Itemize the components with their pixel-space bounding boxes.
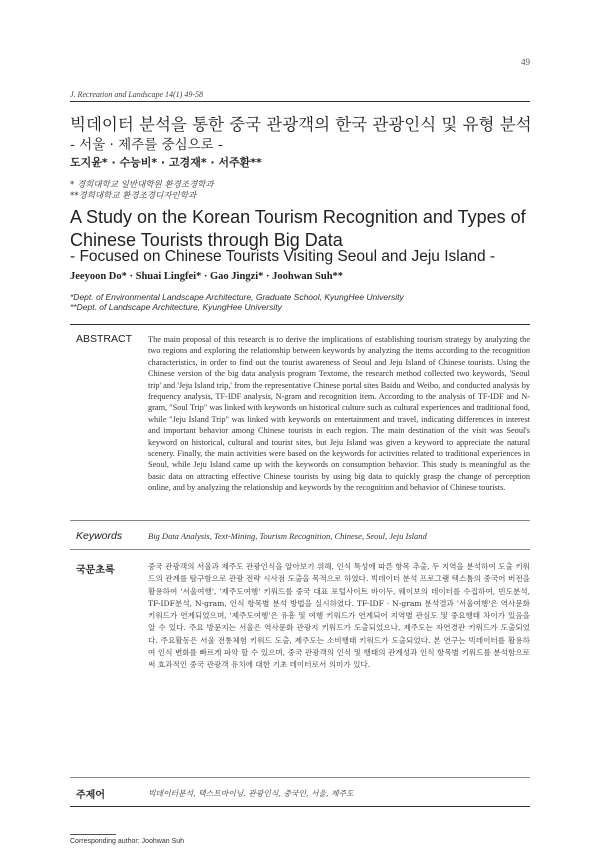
korean-authors: 도지윤* · 수능비* · 고경재* · 서주환**	[70, 156, 262, 169]
abstract-label: ABSTRACT	[76, 333, 133, 345]
korean-affiliation-1: * 경희대학교 일반대학원 환경조경학과	[70, 180, 214, 190]
korean-abstract-text: 중국 관광객의 서울과 제주도 관광인식을 알아보기 위해, 인식 특성에 따른 항목 추출, 두 지역을 분석하여 도출 키워드의 관계를 탐구함으로 관광 전략 시사점 도출을 목적으로 하였다. 빅데이터 분석 프로그램 텍스톰의 중국어 버전을 활용하여 '서울여행', '제주도여행' 키워드를 중국 대표 포털사이트 바이두, 웨이보의 데이터를 수집하여, 빈도분석, TF-IDF분석, N-gram, 인식 항목별 분석 방법을 실시하였다. TF-IDF · N-gram 분석결과 '서울여행'은 역사문화 키워드가 연계되었으며, '제주도여행'은 유흥 및 여행 키워드가 연계되어 지역별 관심도 및 중요행태 차이가 있음을 알 수 있다. 주요 방문지는 서울은 역사문화 관광지 키워드가 도출되었으나, 제주도는 자연경관 키워드가 도출되었다. 주요활동은 서울 전통체험 키워드 도출, 제주도는 소비행태 키워드가 도출되었다. 본 연구는 빅데이터를 활용하여 인식 변화를 빠르게 파악 할 수 있으며, 중국 관광객의 인식 및 행태의 관계성과 인식 항목별 키워드를 분석함으로써 효과적인 중국 관광객 유치에 대한 기초 데이터로서 의미가 있다.	[148, 562, 530, 670]
korean-title: 빅데이터 분석을 통한 중국 관광객의 한국 관광인식 및 유형 분석	[70, 115, 532, 134]
header-divider	[70, 101, 530, 102]
english-title: A Study on the Korean Tourism Recognition and Types of Chinese Tourists through Big Data	[70, 207, 526, 250]
abstract-top-divider	[70, 324, 530, 325]
english-authors: Jeeyoon Do* · Shuai Lingfei* · Gao Jingzi* · Joohwan Suh**	[70, 271, 344, 282]
keywords-text: Big Data Analysis, Text-Mining, Tourism Recognition, Chinese, Seoul, Jeju Island	[148, 531, 427, 541]
keywords-label: Keywords	[76, 530, 123, 542]
journal-citation: J. Recreation and Landscape 14(1) 49-58	[70, 90, 204, 99]
korean-subtitle: - 서울 · 제주를 중심으로 -	[70, 137, 223, 153]
english-affiliation-2: **Dept. of Landscape Architecture, KyungHee University	[70, 302, 282, 312]
keywords-top-divider	[70, 520, 530, 521]
abstract-text: The main proposal of this research is to derive the implications of establishing tourism strategy by analyzing the two regions and exploring the relationship between keywords by analyzing the items according to the recognition characteristics, in order to find out the tourist awareness of Seoul and Jeju Island of Chinese tourists. Using the Chinese version of the big data analysis program Textome, the research method collected two keywords, 'Seoul trip' and 'Jeju Island trip,' from the representative Chinese portal sites Baidu and Weibo, and conducted analysis by frequency analysis, TF-IDF analysis, N-gram and recognition item. According to the analysis of TF-IDF and N-gram, "Soul Trip" was linked with keywords on historical culture such as cultural experiences and traditional food, while "Jeju Island Trip" was linked with keywords on entertainment and travel, indicating differences in interest and important behavior among Chinese tourists in each region. The main destination of the visit was Seoul's keyword on historical, cultural and tourist sites, but Jeju Island was given a keyword to appreciate the natural scenery. Finally, the main activities were based on the keywords for activities related to traditional experiences in Seoul, while Jeju Island came up with the keywords on consumption behavior. This study is meaningful as the basic data on attracting effective Chinese tourists by using big data to quickly grasp the change of perception online, and by analyzing the relationship and keywords by the recognition and behavior of Chinese tourists.	[148, 335, 530, 493]
english-affiliation-1: *Dept. of Environmental Landscape Architecture, Graduate School, KyungHee University	[70, 292, 404, 302]
korean-affiliation-2: **경희대학교 환경조경디자인학과	[70, 191, 197, 201]
keywords-bottom-divider	[70, 549, 530, 550]
corresponding-author: Corresponding author: Joohwan Suh	[70, 838, 185, 845]
page-number: 49	[521, 57, 530, 67]
english-subtitle: - Focused on Chinese Tourists Visiting Seoul and Jeju Island -	[70, 248, 496, 265]
korean-keywords-top-divider	[70, 777, 530, 778]
korean-keywords-bottom-divider	[70, 806, 530, 807]
korean-abstract-label: 국문초록	[76, 565, 115, 576]
footnote-divider	[70, 834, 116, 835]
korean-keywords-text: 빅데이터분석, 텍스트마이닝, 관광인식, 중국인, 서울, 제주도	[148, 789, 354, 798]
korean-keywords-label: 주제어	[76, 790, 105, 801]
